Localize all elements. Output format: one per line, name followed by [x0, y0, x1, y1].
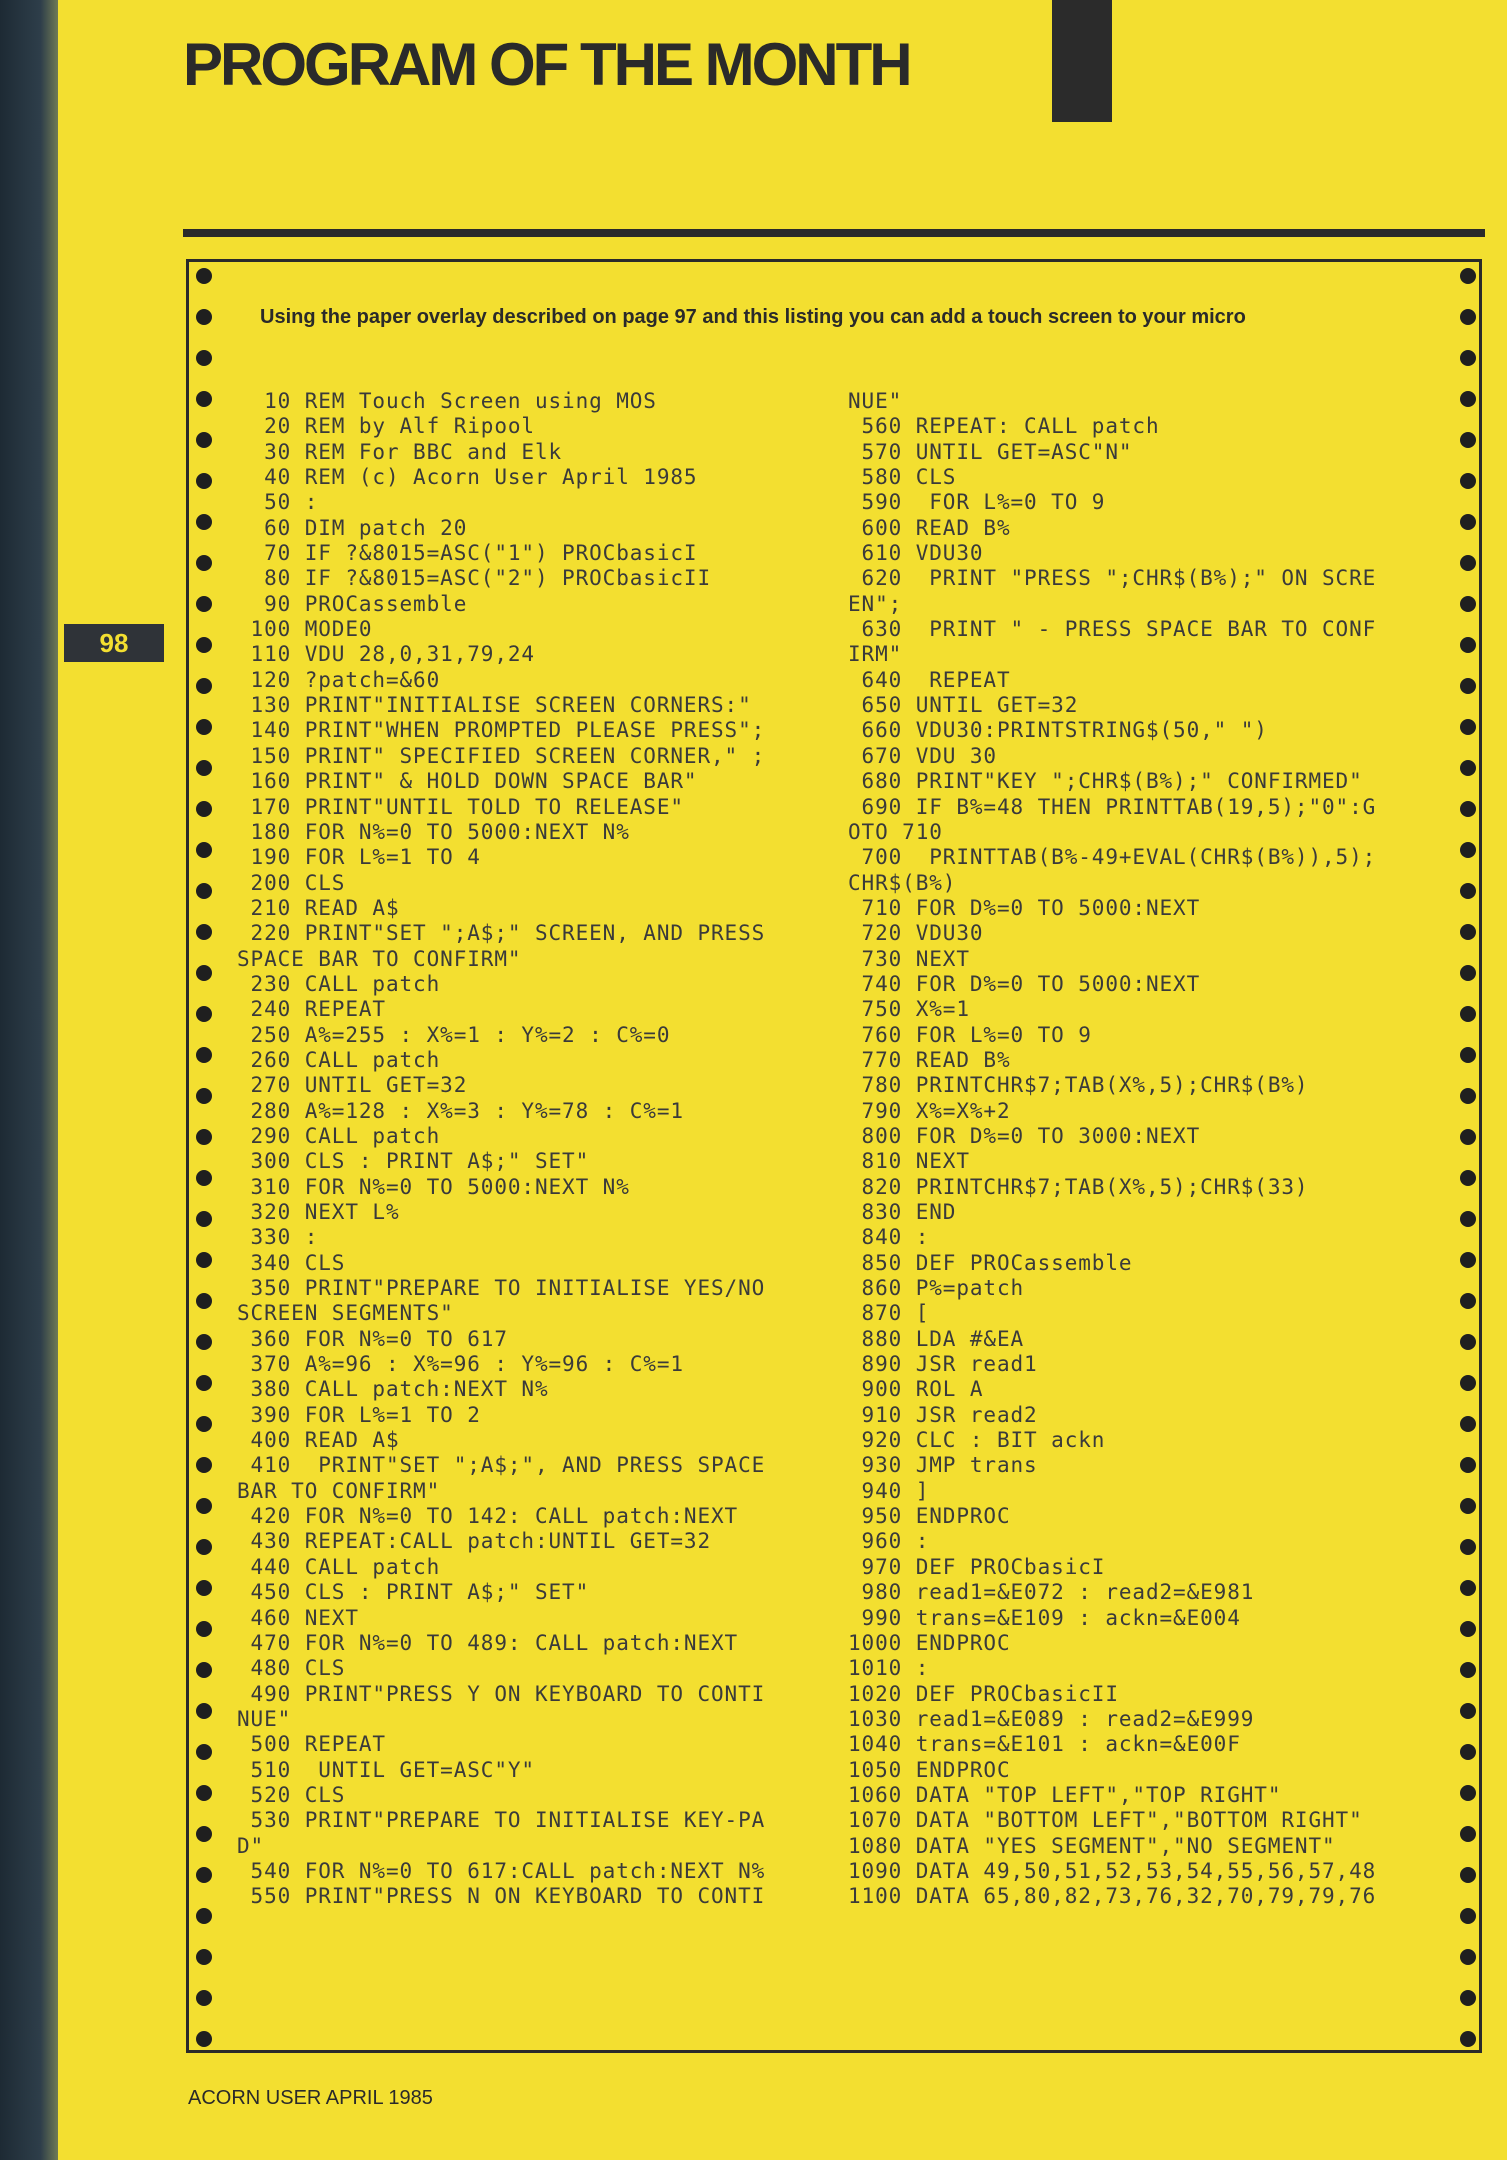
feed-hole [196, 473, 212, 489]
code-line: 630 PRINT " - PRESS SPACE BAR TO CONF [848, 617, 1377, 642]
feed-hole [1460, 432, 1476, 448]
feed-hole [1460, 1703, 1476, 1719]
code-line: 900 ROL A [848, 1377, 984, 1402]
code-line: 460 NEXT [237, 1605, 359, 1630]
code-line: 40 REM (c) Acorn User April 1985 [237, 465, 698, 490]
code-line: 620 PRINT "PRESS ";CHR$(B%);" ON SCRE [848, 566, 1377, 591]
feed-hole [196, 514, 212, 530]
code-line: 410 PRINT"SET ";A$;", AND PRESS SPACE [237, 1453, 766, 1478]
code-line: 830 END [848, 1200, 957, 1224]
code-line: 440 CALL patch [237, 1554, 441, 1579]
feed-hole [196, 1129, 212, 1145]
code-line: 1040 trans=&E101 : ackn=&E00F [848, 1732, 1241, 1757]
code-line: 650 UNTIL GET=32 [848, 693, 1079, 718]
code-line: 270 UNTIL GET=32 [237, 1073, 468, 1098]
feed-hole [1460, 1867, 1476, 1883]
feed-hole [196, 268, 212, 284]
feed-hole [1460, 1211, 1476, 1227]
code-line: 350 PRINT"PREPARE TO INITIALISE YES/NO [237, 1276, 766, 1301]
code-line: 660 VDU30:PRINTSTRING$(50," ") [848, 718, 1268, 743]
feed-hole [196, 1621, 212, 1637]
feed-hole [196, 1375, 212, 1391]
feed-hole [196, 1293, 212, 1309]
code-line: 800 FOR D%=0 TO 3000:NEXT [848, 1123, 1201, 1148]
tractor-feed-holes-right [1452, 260, 1482, 2050]
feed-hole [1460, 1949, 1476, 1965]
feed-hole [1460, 1170, 1476, 1186]
feed-hole [1460, 1990, 1476, 2006]
code-line: 580 CLS [848, 465, 957, 490]
feed-hole [1460, 924, 1476, 940]
feed-hole [196, 760, 212, 776]
code-line: 890 JSR read1 [848, 1352, 1038, 1377]
code-line: 760 FOR L%=0 TO 9 [848, 1022, 1092, 1047]
code-line: NUE" [237, 1706, 292, 1731]
code-line: 400 READ A$ [237, 1428, 400, 1453]
code-line: 220 PRINT"SET ";A$;" SCREEN, AND PRESS [237, 921, 766, 946]
code-line: 480 CLS [237, 1656, 346, 1681]
feed-hole [196, 2031, 212, 2047]
page-title: PROGRAM OF THE MONTH [183, 31, 910, 98]
code-line: 390 FOR L%=1 TO 2 [237, 1402, 481, 1427]
code-line: 560 REPEAT: CALL patch [848, 414, 1160, 439]
code-line: 850 DEF PROCassemble [848, 1250, 1133, 1275]
code-line: BAR TO CONFIRM" [237, 1478, 441, 1503]
feed-hole [196, 1047, 212, 1063]
feed-hole [1460, 1088, 1476, 1104]
code-line: 60 DIM patch 20 [237, 515, 468, 540]
code-line: 100 MODE0 [237, 617, 373, 642]
header-rule [183, 229, 1485, 237]
code-line: SPACE BAR TO CONFIRM" [237, 946, 522, 971]
feed-hole [1460, 350, 1476, 366]
feed-hole [196, 1006, 212, 1022]
feed-hole [1460, 1744, 1476, 1760]
code-line: 280 A%=128 : X%=3 : Y%=78 : C%=1 [237, 1098, 684, 1123]
feed-hole [196, 801, 212, 817]
binding-spine [0, 0, 58, 2160]
code-line: 610 VDU30 [848, 541, 984, 566]
code-line: 300 CLS : PRINT A$;" SET" [237, 1149, 590, 1174]
feed-hole [196, 883, 212, 899]
feed-hole [1460, 514, 1476, 530]
feed-hole [1460, 678, 1476, 694]
feed-hole [196, 1826, 212, 1842]
code-line: 1000 ENDPROC [848, 1630, 1011, 1655]
code-line: 110 VDU 28,0,31,79,24 [237, 642, 535, 667]
code-line: 70 IF ?&8015=ASC("1") PROCbasicI [237, 541, 698, 566]
code-line: 990 trans=&E109 : ackn=&E004 [848, 1605, 1241, 1630]
feed-hole [196, 678, 212, 694]
code-line: 820 PRINTCHR$7;TAB(X%,5);CHR$(33) [848, 1174, 1309, 1199]
code-line: 250 A%=255 : X%=1 : Y%=2 : C%=0 [237, 1022, 671, 1047]
page-number-tab: 98 [64, 624, 164, 662]
feed-hole [196, 1744, 212, 1760]
code-line: 910 JSR read2 [848, 1402, 1038, 1427]
code-line: 810 NEXT [848, 1149, 970, 1174]
code-line: 30 REM For BBC and Elk [237, 439, 563, 464]
code-line: NUE" [848, 389, 903, 413]
feed-hole [1460, 555, 1476, 571]
feed-hole [196, 1990, 212, 2006]
listing-column-right [848, 389, 1376, 1910]
code-line: 1100 DATA 65,80,82,73,76,32,70,79,79,76 [848, 1884, 1377, 1909]
code-line: 380 CALL patch:NEXT N% [237, 1377, 549, 1402]
code-line: 700 PRINTTAB(B%-49+EVAL(CHR$(B%)),5); [848, 845, 1377, 870]
code-line: 690 IF B%=48 THEN PRINTTAB(19,5);"0":G [848, 794, 1377, 819]
feed-hole [1460, 1047, 1476, 1063]
code-line: 500 REPEAT [237, 1732, 386, 1757]
feed-hole [196, 309, 212, 325]
code-line: 120 ?patch=&60 [237, 667, 441, 692]
feed-hole [196, 1539, 212, 1555]
tractor-feed-holes-left [188, 260, 218, 2050]
feed-hole [1460, 391, 1476, 407]
feed-hole [1460, 760, 1476, 776]
code-line: 320 NEXT L% [237, 1200, 400, 1224]
feed-hole [1460, 309, 1476, 325]
code-line: 980 read1=&E072 : read2=&E981 [848, 1580, 1255, 1605]
listing-caption: Using the paper overlay described on page 97 and this listing you can add a touch screen to your micro [260, 306, 1246, 328]
code-line: 960 : [848, 1529, 930, 1554]
code-line: 1070 DATA "BOTTOM LEFT","BOTTOM RIGHT" [848, 1808, 1363, 1833]
code-line: 570 UNTIL GET=ASC"N" [848, 439, 1133, 464]
code-line: 130 PRINT"INITIALISE SCREEN CORNERS:" [237, 693, 752, 718]
code-line: D" [237, 1833, 265, 1858]
feed-hole [1460, 1457, 1476, 1473]
feed-hole [1460, 1334, 1476, 1350]
code-line: 530 PRINT"PREPARE TO INITIALISE KEY-PA [237, 1808, 766, 1833]
feed-hole [1460, 801, 1476, 817]
feed-hole [1460, 965, 1476, 981]
code-line: 1050 ENDPROC [848, 1757, 1011, 1782]
feed-hole [1460, 1252, 1476, 1268]
feed-hole [1460, 883, 1476, 899]
feed-hole [196, 965, 212, 981]
code-line: 710 FOR D%=0 TO 5000:NEXT [848, 895, 1201, 920]
code-line: 740 FOR D%=0 TO 5000:NEXT [848, 971, 1201, 996]
feed-hole [196, 1170, 212, 1186]
code-line: CHR$(B%) [848, 870, 957, 895]
code-line: 240 REPEAT [237, 997, 386, 1022]
code-line: 20 REM by Alf Ripool [237, 414, 535, 439]
code-line: 160 PRINT" & HOLD DOWN SPACE BAR" [237, 769, 698, 794]
code-line: 750 X%=1 [848, 997, 970, 1022]
code-line: 370 A%=96 : X%=96 : Y%=96 : C%=1 [237, 1352, 684, 1377]
code-line: 10 REM Touch Screen using MOS [237, 389, 657, 413]
code-line: 1060 DATA "TOP LEFT","TOP RIGHT" [848, 1782, 1282, 1807]
feed-hole [1460, 1293, 1476, 1309]
code-line: 150 PRINT" SPECIFIED SCREEN CORNER," ; [237, 743, 766, 768]
code-line: 680 PRINT"KEY ";CHR$(B%);" CONFIRMED" [848, 769, 1363, 794]
code-line: 50 : [237, 490, 319, 515]
code-line: 720 VDU30 [848, 921, 984, 946]
code-line: 540 FOR N%=0 TO 617:CALL patch:NEXT N% [237, 1858, 766, 1883]
feed-hole [196, 1867, 212, 1883]
feed-hole [1460, 1375, 1476, 1391]
feed-hole [196, 1334, 212, 1350]
code-line: 490 PRINT"PRESS Y ON KEYBOARD TO CONTI [237, 1681, 766, 1706]
code-line: 360 FOR N%=0 TO 617 [237, 1326, 508, 1351]
code-line: 550 PRINT"PRESS N ON KEYBOARD TO CONTI [237, 1884, 766, 1909]
code-line: 420 FOR N%=0 TO 142: CALL patch:NEXT [237, 1504, 739, 1529]
feed-hole [1460, 1498, 1476, 1514]
feed-hole [1460, 1785, 1476, 1801]
feed-hole [196, 555, 212, 571]
feed-hole [1460, 2031, 1476, 2047]
feed-hole [1460, 1006, 1476, 1022]
code-line: 1010 : [848, 1656, 930, 1681]
code-line: 790 X%=X%+2 [848, 1098, 1011, 1123]
code-line: 510 UNTIL GET=ASC"Y" [237, 1757, 535, 1782]
code-line: 770 READ B% [848, 1047, 1011, 1072]
code-line: 230 CALL patch [237, 971, 441, 996]
feed-hole [196, 1785, 212, 1801]
feed-hole [196, 1662, 212, 1678]
feed-hole [196, 1457, 212, 1473]
code-line: 920 CLC : BIT ackn [848, 1428, 1106, 1453]
feed-hole [196, 1703, 212, 1719]
code-line: 730 NEXT [848, 946, 970, 971]
feed-hole [1460, 842, 1476, 858]
feed-hole [1460, 1580, 1476, 1596]
code-line: 450 CLS : PRINT A$;" SET" [237, 1580, 590, 1605]
code-line: OTO 710 [848, 819, 943, 844]
feed-hole [1460, 268, 1476, 284]
code-line: 870 [ [848, 1301, 930, 1326]
feed-hole [196, 637, 212, 653]
feed-hole [1460, 1416, 1476, 1432]
feed-hole [196, 1580, 212, 1596]
listing-column-left [237, 389, 765, 1910]
feed-hole [196, 432, 212, 448]
code-line: 1090 DATA 49,50,51,52,53,54,55,56,57,48 [848, 1858, 1377, 1883]
feed-hole [196, 924, 212, 940]
footer-issue-line: ACORN USER APRIL 1985 [188, 2087, 433, 2109]
feed-hole [196, 1416, 212, 1432]
code-line: 840 : [848, 1225, 930, 1250]
code-line: 970 DEF PROCbasicI [848, 1554, 1106, 1579]
code-line: 780 PRINTCHR$7;TAB(X%,5);CHR$(B%) [848, 1073, 1309, 1098]
code-line: 520 CLS [237, 1782, 346, 1807]
code-line: 860 P%=patch [848, 1276, 1025, 1301]
code-line: 140 PRINT"WHEN PROMPTED PLEASE PRESS"; [237, 718, 766, 743]
code-line: IRM" [848, 642, 903, 667]
code-line: 310 FOR N%=0 TO 5000:NEXT N% [237, 1174, 630, 1199]
feed-hole [196, 1252, 212, 1268]
code-line: EN"; [848, 591, 903, 616]
code-line: 880 LDA #&EA [848, 1326, 1025, 1351]
code-line: 590 FOR L%=0 TO 9 [848, 490, 1106, 515]
feed-hole [196, 842, 212, 858]
code-line: 940 ] [848, 1478, 930, 1503]
feed-hole [1460, 596, 1476, 612]
feed-hole [1460, 1129, 1476, 1145]
code-line: 90 PROCassemble [237, 591, 468, 616]
feed-hole [196, 1498, 212, 1514]
feed-hole [1460, 719, 1476, 735]
code-line: 80 IF ?&8015=ASC("2") PROCbasicII [237, 566, 712, 591]
code-line: 430 REPEAT:CALL patch:UNTIL GET=32 [237, 1529, 712, 1554]
code-line: 1030 read1=&E089 : read2=&E999 [848, 1706, 1255, 1731]
code-line: 470 FOR N%=0 TO 489: CALL patch:NEXT [237, 1630, 739, 1655]
feed-hole [1460, 637, 1476, 653]
code-line: 340 CLS [237, 1250, 346, 1275]
code-line: 290 CALL patch [237, 1123, 441, 1148]
feed-hole [1460, 1908, 1476, 1924]
code-line: 200 CLS [237, 870, 346, 895]
code-line: 950 ENDPROC [848, 1504, 1011, 1529]
feed-hole [1460, 1826, 1476, 1842]
feed-hole [1460, 1621, 1476, 1637]
code-line: SCREEN SEGMENTS" [237, 1301, 454, 1326]
code-line: 190 FOR L%=1 TO 4 [237, 845, 481, 870]
code-line: 1080 DATA "YES SEGMENT","NO SEGMENT" [848, 1833, 1336, 1858]
code-line: 210 READ A$ [237, 895, 400, 920]
feed-hole [196, 1908, 212, 1924]
feed-hole [196, 1088, 212, 1104]
feed-hole [196, 1211, 212, 1227]
code-line: 640 REPEAT [848, 667, 1011, 692]
code-line: 930 JMP trans [848, 1453, 1038, 1478]
feed-hole [196, 350, 212, 366]
code-line: 260 CALL patch [237, 1047, 441, 1072]
feed-hole [196, 719, 212, 735]
feed-hole [196, 596, 212, 612]
title-accent-block [1052, 0, 1112, 122]
code-line: 670 VDU 30 [848, 743, 997, 768]
feed-hole [1460, 473, 1476, 489]
feed-hole [1460, 1539, 1476, 1555]
code-line: 330 : [237, 1225, 319, 1250]
code-line: 170 PRINT"UNTIL TOLD TO RELEASE" [237, 794, 684, 819]
code-line: 180 FOR N%=0 TO 5000:NEXT N% [237, 819, 630, 844]
feed-hole [1460, 1662, 1476, 1678]
feed-hole [196, 1949, 212, 1965]
code-line: 1020 DEF PROCbasicII [848, 1681, 1119, 1706]
feed-hole [196, 391, 212, 407]
code-line: 600 READ B% [848, 515, 1011, 540]
